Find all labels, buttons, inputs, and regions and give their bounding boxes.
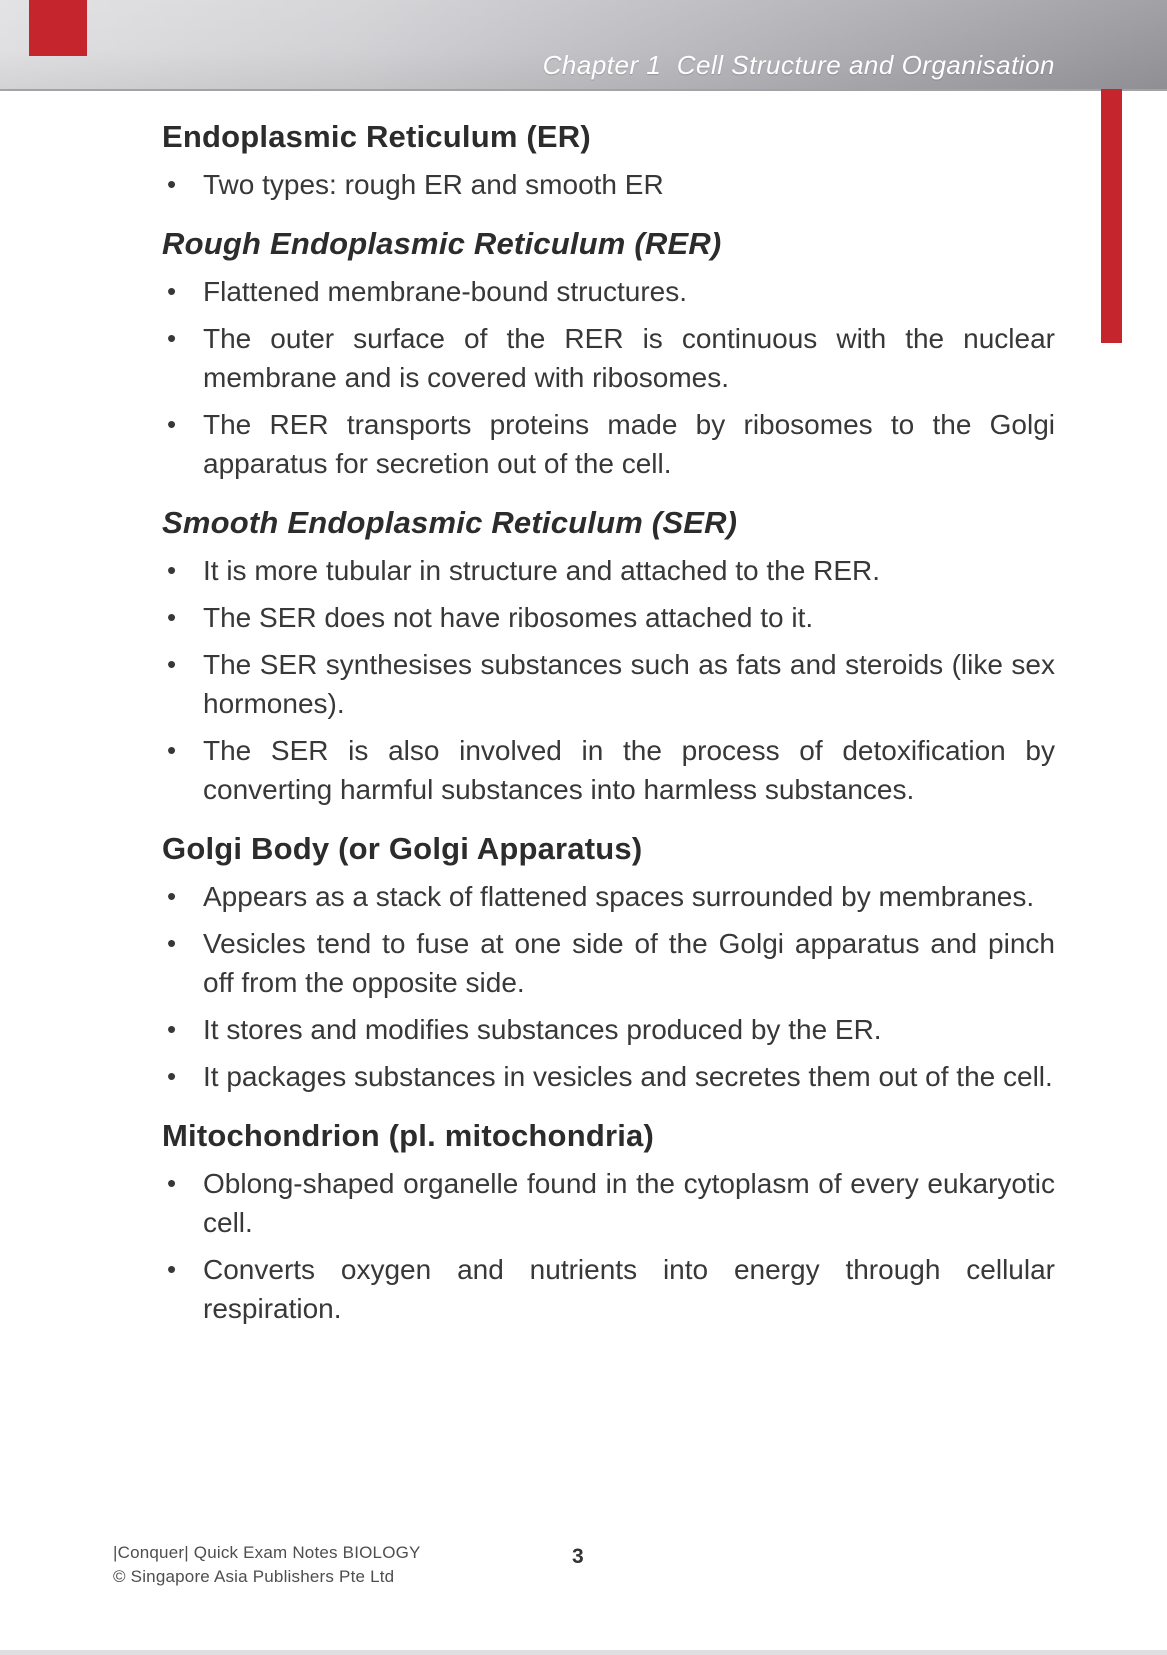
page-number: 3	[572, 1545, 584, 1568]
imprint-publisher-line: © Singapore Asia Publishers Pte Ltd	[113, 1567, 395, 1586]
red-side-tab	[1101, 89, 1122, 343]
bullet-item: • Vesicles tend to fuse at one side of the Golgi apparatus and pinch off from the opposite side.	[162, 924, 1055, 1002]
bullet-item: • Converts oxygen and nutrients into energy through cellular respiration.	[162, 1250, 1055, 1328]
bullet-item: • Oblong-shaped organelle found in the cytoplasm of every eukaryotic cell.	[162, 1164, 1055, 1242]
bullet-item: • The RER transports proteins made by ribosomes to the Golgi apparatus for secretion out of the cell.	[162, 405, 1055, 483]
bullet-item: • Flattened membrane-bound structures.	[162, 272, 1055, 311]
bullet-item: • Appears as a stack of flattened spaces surrounded by membranes.	[162, 877, 1055, 916]
bullet-item: • It stores and modifies substances produced by the ER.	[162, 1010, 1055, 1049]
section-title-mitochondrion: Mitochondrion (pl. mitochondria)	[162, 1118, 655, 1153]
bullet-item: • It packages substances in vesicles and secretes them out of the cell.	[162, 1057, 1055, 1096]
bullet-item: • The outer surface of the RER is continuous with the nuclear membrane and is covered with ribosomes.	[162, 319, 1055, 397]
bullet-item: • It is more tubular in structure and attached to the RER.	[162, 551, 1055, 590]
chapter-header-band	[0, 0, 1167, 91]
bullet-list	[162, 1164, 1055, 1328]
imprint-series-line: |Conquer| Quick Exam Notes BIOLOGY	[113, 1543, 421, 1562]
page-bottom-edge	[0, 1650, 1167, 1655]
section-title-rough-er: Rough Endoplasmic Reticulum (RER)	[162, 226, 722, 261]
chapter-title: Chapter 1 Cell Structure and Organisation	[542, 50, 1055, 80]
bullet-list	[162, 165, 1055, 204]
bullet-item: • The SER does not have ribosomes attached to it.	[162, 598, 1055, 637]
bullet-list	[162, 877, 1055, 1096]
bullet-list	[162, 272, 1055, 483]
bullet-item: • The SER is also involved in the process of detoxification by converting harmful substances into harmless substances.	[162, 731, 1055, 809]
red-corner-mark	[29, 0, 87, 56]
section-title-endoplasmic-reticulum: Endoplasmic Reticulum (ER)	[162, 119, 591, 154]
footer-imprint	[113, 1541, 421, 1589]
bullet-item: • Two types: rough ER and smooth ER	[162, 165, 1055, 204]
section-title-golgi-body: Golgi Body (or Golgi Apparatus)	[162, 831, 643, 866]
bullet-item: • The SER synthesises substances such as fats and steroids (like sex hormones).	[162, 645, 1055, 723]
section-title-smooth-er: Smooth Endoplasmic Reticulum (SER)	[162, 505, 738, 540]
bullet-list	[162, 551, 1055, 809]
page-content	[162, 93, 1055, 1336]
